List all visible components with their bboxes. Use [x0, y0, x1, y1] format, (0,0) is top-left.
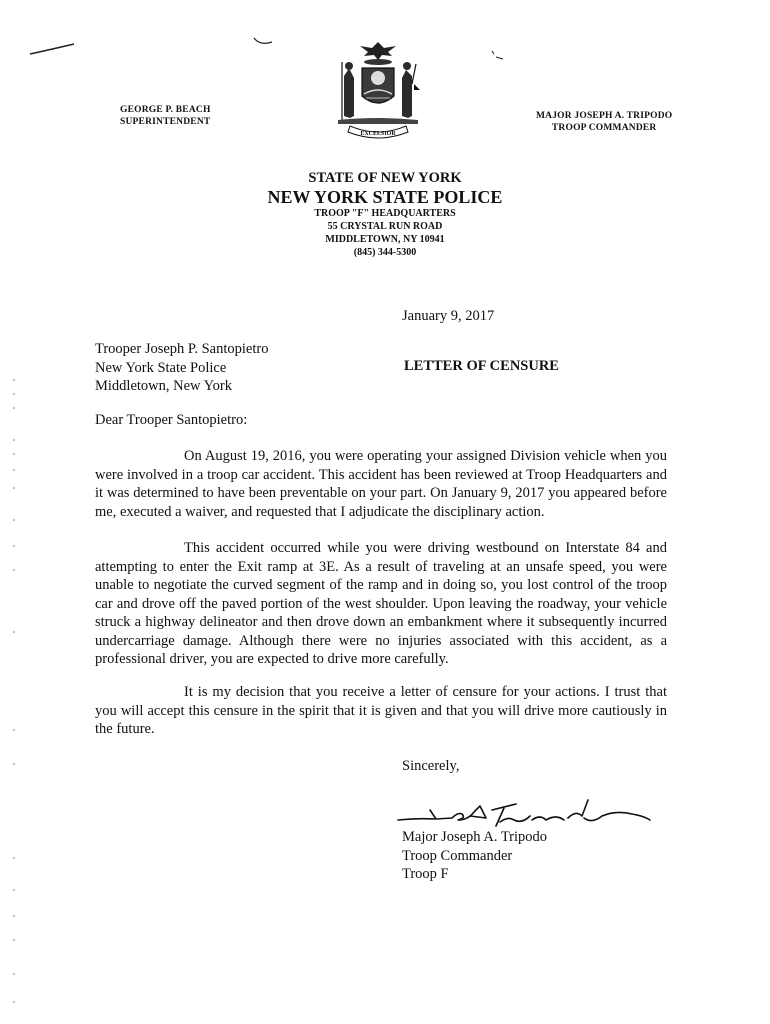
new-york-state-seal-icon [330, 38, 426, 142]
closing: Sincerely, [402, 758, 460, 774]
state-name: STATE OF NEW YORK [308, 170, 462, 186]
recipient-address [95, 340, 268, 396]
recipient-line: Middletown, New York [95, 378, 232, 394]
signer-name: Major Joseph A. Tripodo [402, 829, 548, 845]
signer-unit: Troop F [402, 866, 449, 882]
agency-name: NEW YORK STATE POLICE [267, 187, 503, 207]
troop-commander-block [536, 110, 672, 134]
scan-edge-dots [10, 370, 20, 1010]
address-line: 55 CRYSTAL RUN ROAD [327, 221, 443, 232]
letter-date: January 9, 2017 [402, 308, 495, 324]
letterhead [200, 170, 570, 259]
troop-commander-title: TROOP COMMANDER [551, 123, 657, 133]
superintendent-title: SUPERINTENDENT [120, 117, 211, 127]
seal-motto: EXCELSIOR [360, 131, 396, 137]
body-paragraph: On August 19, 2016, you were operating your assigned Division vehicle when you were involved in a troop car accident. This accident has been reviewed at Troop Headquarters and it was determined to have been preventable on your part. On January 9, 2017 you appeared before me, executed a waiver, and requested that I adjudicate the disciplinary action. [95, 448, 667, 520]
scan-mark-left [28, 40, 78, 60]
salutation: Dear Trooper Santopietro: [95, 412, 248, 428]
address-line: TROOP "F" HEADQUARTERS [314, 208, 456, 219]
troop-commander-name: MAJOR JOSEPH A. TRIPODO [536, 111, 673, 121]
scan-mark-right [490, 48, 506, 62]
address-line: (845) 344-5300 [353, 247, 417, 258]
signer-title: Troop Commander [402, 847, 513, 864]
handwritten-signature-icon [396, 796, 656, 830]
scan-mark-top [252, 36, 276, 50]
recipient-line: New York State Police [95, 359, 227, 376]
letter-subject: LETTER OF CENSURE [404, 358, 559, 374]
superintendent-name: GEORGE P. BEACH [120, 105, 211, 115]
body-paragraph: It is my decision that you receive a letter of censure for your actions. I trust that you will accept this censure in the spirit that it is given and that you will drive more cautiously in the future. [95, 684, 667, 737]
recipient-line: Trooper Joseph P. Santopietro [95, 341, 269, 357]
address-line: MIDDLETOWN, NY 10941 [325, 234, 445, 245]
superintendent-block [120, 104, 211, 128]
signature-block [402, 828, 547, 884]
body-paragraph: This accident occurred while you were driving westbound on Interstate 84 and attempting to enter the Exit ramp at 3E. As a result of traveling at an unsafe speed, you were unable to negotiate the curved segment of the ramp and in doing so, you lost control of the troop car and drove off the paved portion of the west shoulder. Upon leaving the roadway, your vehicle struck a highway delineator and then drove down an embankment where it subsequently incurred undercarriage damage. Although there were no injuries associated with this accident, as a professional driver, you are expected to drive more carefully. [95, 540, 667, 667]
